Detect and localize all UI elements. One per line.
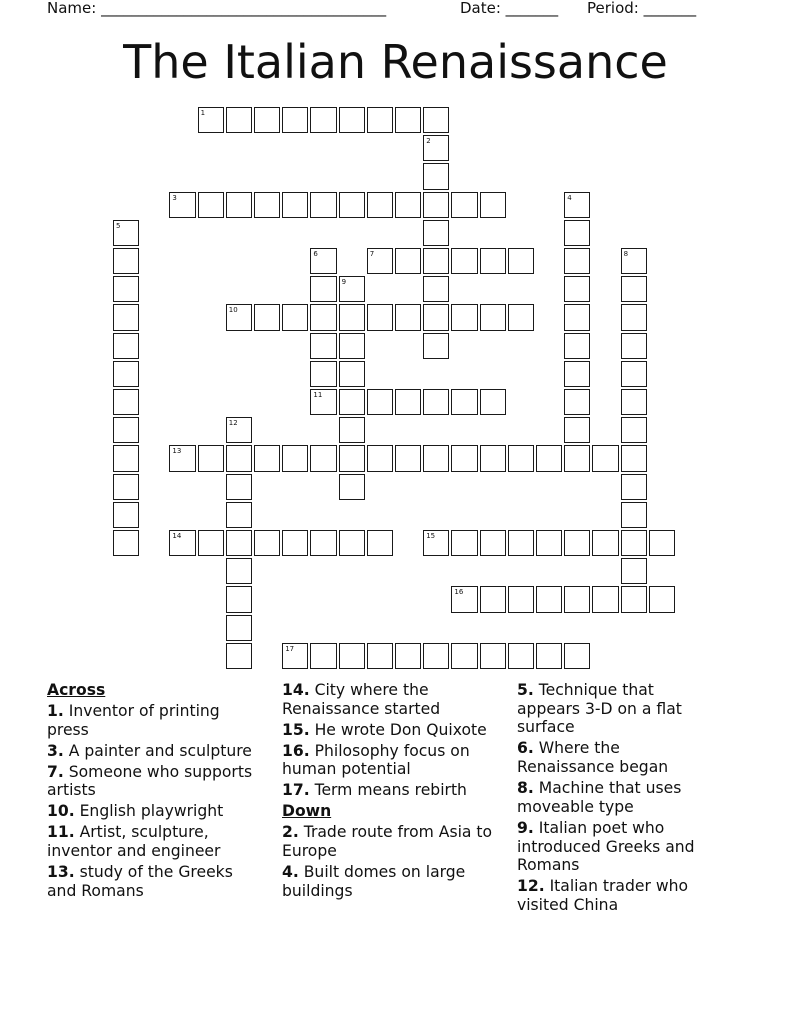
clue-item bbox=[47, 763, 262, 800]
crossword-cell[interactable] bbox=[113, 417, 139, 443]
clue-number: 2 bbox=[426, 137, 431, 146]
crossword-cell[interactable] bbox=[310, 361, 336, 387]
clue-item-text: Italian poet who introduced Greeks and Romans bbox=[517, 818, 695, 875]
crossword-cell[interactable] bbox=[423, 445, 449, 471]
crossword-cell[interactable] bbox=[339, 530, 365, 556]
clue-item-text: City where the Renaissance started bbox=[282, 681, 441, 718]
crossword-cell[interactable] bbox=[564, 586, 590, 612]
crossword-cell[interactable] bbox=[198, 530, 224, 556]
crossword-cell[interactable] bbox=[395, 445, 421, 471]
crossword-cell[interactable] bbox=[423, 276, 449, 302]
clue-number: 16 bbox=[454, 588, 464, 597]
crossword-cell[interactable] bbox=[113, 445, 139, 471]
crossword-cell[interactable] bbox=[451, 304, 477, 330]
crossword-cell[interactable] bbox=[367, 530, 393, 556]
crossword-cell[interactable] bbox=[423, 530, 449, 556]
clue-item-number: 16. bbox=[282, 741, 310, 760]
crossword-cell[interactable] bbox=[367, 248, 393, 274]
clue-item-number: 10. bbox=[47, 802, 75, 821]
clue-item bbox=[47, 863, 262, 900]
crossword-cell[interactable] bbox=[282, 192, 308, 218]
crossword-cell[interactable] bbox=[310, 248, 336, 274]
crossword-cell[interactable] bbox=[282, 107, 308, 133]
crossword-cell[interactable] bbox=[367, 107, 393, 133]
crossword-cell[interactable] bbox=[395, 192, 421, 218]
crossword-cell[interactable] bbox=[113, 474, 139, 500]
crossword-cell[interactable] bbox=[169, 445, 195, 471]
crossword-cell[interactable] bbox=[423, 163, 449, 189]
crossword-cell[interactable] bbox=[621, 558, 647, 584]
clue-number: 5 bbox=[116, 221, 121, 230]
clue-item-text: Inventor of printing press bbox=[47, 702, 220, 739]
crossword-cell[interactable] bbox=[564, 643, 590, 669]
crossword-cell[interactable] bbox=[226, 474, 252, 500]
crossword-cell[interactable] bbox=[254, 304, 280, 330]
crossword-cell[interactable] bbox=[339, 445, 365, 471]
crossword-cell[interactable] bbox=[282, 445, 308, 471]
crossword-cell[interactable] bbox=[169, 192, 195, 218]
clue-item-number: 11. bbox=[47, 823, 75, 842]
crossword-cell[interactable] bbox=[367, 304, 393, 330]
crossword-cell[interactable] bbox=[508, 248, 534, 274]
crossword-cell[interactable] bbox=[621, 304, 647, 330]
across-heading: Across bbox=[47, 681, 106, 699]
crossword-cell[interactable] bbox=[310, 192, 336, 218]
clue-item bbox=[517, 877, 717, 914]
clue-item-number: 7. bbox=[47, 762, 64, 781]
clue-item-text: Italian trader who visited China bbox=[517, 877, 689, 914]
crossword-cell[interactable] bbox=[564, 333, 590, 359]
crossword-cell[interactable] bbox=[423, 135, 449, 161]
clue-item bbox=[47, 802, 262, 821]
crossword-cell[interactable] bbox=[564, 417, 590, 443]
clues-column-1 bbox=[47, 681, 262, 903]
clue-item-number: 3. bbox=[47, 741, 64, 760]
crossword-cell[interactable] bbox=[621, 474, 647, 500]
clue-item-text: A painter and sculpture bbox=[63, 741, 252, 760]
crossword-cell[interactable] bbox=[451, 643, 477, 669]
crossword-cell[interactable] bbox=[564, 304, 590, 330]
crossword-cell[interactable] bbox=[310, 333, 336, 359]
crossword-cell[interactable] bbox=[310, 445, 336, 471]
clue-item bbox=[47, 823, 262, 860]
clue-item bbox=[47, 742, 262, 761]
crossword-cell[interactable] bbox=[621, 333, 647, 359]
crossword-cell[interactable] bbox=[226, 643, 252, 669]
crossword-cell[interactable] bbox=[480, 192, 506, 218]
clue-number: 14 bbox=[172, 532, 182, 540]
crossword-cell[interactable] bbox=[621, 530, 647, 556]
crossword-cell[interactable] bbox=[480, 304, 506, 330]
crossword-cell[interactable] bbox=[113, 502, 139, 528]
crossword-cell[interactable] bbox=[564, 192, 590, 218]
date-label: Date: _______ bbox=[460, 0, 559, 17]
crossword-cell[interactable] bbox=[339, 107, 365, 133]
crossword-cell[interactable] bbox=[226, 107, 252, 133]
crossword-cell[interactable] bbox=[423, 333, 449, 359]
clue-item-text: study of the Greeks and Romans bbox=[47, 863, 233, 900]
crossword-cell[interactable] bbox=[367, 192, 393, 218]
clue-item-text: Where the Renaissance began bbox=[517, 739, 669, 777]
crossword-cell[interactable] bbox=[451, 586, 477, 612]
crossword-cell[interactable] bbox=[536, 530, 562, 556]
clue-number: 12 bbox=[228, 419, 238, 428]
clue-item-text: Term means rebirth bbox=[309, 781, 467, 800]
crossword-cell[interactable] bbox=[592, 530, 618, 556]
crossword-cell[interactable] bbox=[508, 586, 534, 612]
crossword-cell[interactable] bbox=[536, 586, 562, 612]
crossword-cell[interactable] bbox=[564, 220, 590, 246]
clue-number: 6 bbox=[313, 250, 318, 258]
crossword-cell[interactable] bbox=[480, 389, 506, 415]
crossword-cell[interactable] bbox=[395, 643, 421, 669]
crossword-cell[interactable] bbox=[564, 361, 590, 387]
clue-item-number: 17. bbox=[282, 781, 310, 800]
clue-item bbox=[517, 681, 717, 737]
clue-number: 15 bbox=[426, 532, 436, 540]
crossword-cell[interactable] bbox=[451, 248, 477, 274]
clue-item-text: English playwright bbox=[74, 802, 224, 821]
crossword-cell[interactable] bbox=[423, 643, 449, 669]
crossword-cell[interactable] bbox=[310, 304, 336, 330]
crossword-cell[interactable] bbox=[226, 445, 252, 471]
crossword-cell[interactable] bbox=[310, 107, 336, 133]
crossword-cell[interactable] bbox=[592, 445, 618, 471]
crossword-cell[interactable] bbox=[339, 389, 365, 415]
clue-item-text: Trade route from Asia to Europe bbox=[282, 823, 493, 861]
clue-number: 7 bbox=[369, 250, 375, 258]
crossword-cell[interactable] bbox=[113, 333, 139, 359]
crossword-cell[interactable] bbox=[367, 643, 393, 669]
clue-number: 10 bbox=[228, 306, 238, 315]
clue-item bbox=[47, 702, 262, 739]
crossword-cell[interactable] bbox=[226, 304, 252, 330]
clue-item bbox=[282, 742, 497, 779]
down-heading: Down bbox=[282, 802, 332, 821]
crossword-cell[interactable] bbox=[508, 304, 534, 330]
crossword-cell[interactable] bbox=[339, 474, 365, 500]
clue-number: 17 bbox=[285, 644, 295, 653]
crossword-cell[interactable] bbox=[282, 530, 308, 556]
clue-number: 9 bbox=[341, 278, 347, 287]
clue-item-number: 13. bbox=[47, 863, 75, 882]
clue-item-number: 9. bbox=[517, 818, 534, 837]
clue-item bbox=[282, 823, 497, 860]
crossword-cell[interactable] bbox=[310, 530, 336, 556]
crossword-cell[interactable] bbox=[423, 220, 449, 246]
name-label: Name: ______________________________________ bbox=[47, 0, 387, 17]
crossword-cell[interactable] bbox=[339, 361, 365, 387]
clue-item-text: Machine that uses moveable type bbox=[517, 779, 682, 816]
crossword-cell[interactable] bbox=[480, 248, 506, 274]
clue-item-number: 4. bbox=[282, 863, 299, 882]
crossword-cell[interactable] bbox=[113, 220, 139, 246]
period-label: Period: _______ bbox=[587, 0, 697, 17]
crossword-cell[interactable] bbox=[113, 530, 139, 556]
crossword-cell[interactable] bbox=[254, 530, 280, 556]
crossword-cell[interactable] bbox=[621, 248, 647, 274]
clue-item-text: Artist, sculpture, inventor and engineer bbox=[47, 823, 221, 861]
clue-item bbox=[282, 681, 497, 718]
page-title: The Italian Renaissance bbox=[123, 35, 668, 89]
crossword-cell[interactable] bbox=[564, 276, 590, 302]
crossword-cell[interactable] bbox=[339, 192, 365, 218]
clue-item-number: 15. bbox=[282, 720, 310, 739]
clue-number: 13 bbox=[172, 447, 182, 456]
crossword-cell[interactable] bbox=[254, 192, 280, 218]
crossword-cell[interactable] bbox=[254, 445, 280, 471]
clue-number: 3 bbox=[172, 193, 177, 202]
clue-item bbox=[282, 781, 497, 800]
crossword-cell[interactable] bbox=[339, 643, 365, 669]
crossword-cell[interactable] bbox=[339, 417, 365, 443]
crossword-cell[interactable] bbox=[226, 586, 252, 612]
crossword-cell[interactable] bbox=[226, 558, 252, 584]
crossword-cell[interactable] bbox=[451, 445, 477, 471]
crossword-cell[interactable] bbox=[536, 445, 562, 471]
crossword-cell[interactable] bbox=[621, 389, 647, 415]
clue-item-text: He wrote Don Quixote bbox=[309, 720, 487, 739]
clue-number: 4 bbox=[567, 193, 572, 202]
crossword-cell[interactable] bbox=[423, 389, 449, 415]
crossword-cell[interactable] bbox=[310, 276, 336, 302]
crossword-cell[interactable] bbox=[113, 361, 139, 387]
crossword-cell[interactable] bbox=[226, 417, 252, 443]
clue-item-number: 6. bbox=[517, 739, 534, 758]
crossword-cell[interactable] bbox=[113, 276, 139, 302]
crossword-cell[interactable] bbox=[621, 445, 647, 471]
crossword-cell[interactable] bbox=[226, 530, 252, 556]
crossword-cell[interactable] bbox=[226, 192, 252, 218]
crossword-cell[interactable] bbox=[451, 192, 477, 218]
crossword-cell[interactable] bbox=[451, 389, 477, 415]
crossword-cell[interactable] bbox=[169, 530, 195, 556]
clue-item bbox=[517, 819, 717, 875]
crossword-cell[interactable] bbox=[621, 276, 647, 302]
crossword-cell[interactable] bbox=[282, 643, 308, 669]
crossword-cell[interactable] bbox=[536, 643, 562, 669]
crossword-cell[interactable] bbox=[113, 248, 139, 274]
crossword-cell[interactable] bbox=[621, 586, 647, 612]
clue-item-number: 5. bbox=[517, 681, 534, 699]
crossword-cell[interactable] bbox=[113, 304, 139, 330]
crossword-cell[interactable] bbox=[423, 304, 449, 330]
crossword-cell[interactable] bbox=[339, 304, 365, 330]
clue-item-number: 14. bbox=[282, 681, 310, 699]
crossword-cell[interactable] bbox=[339, 333, 365, 359]
crossword-cell[interactable] bbox=[367, 389, 393, 415]
crossword-cell[interactable] bbox=[198, 107, 224, 133]
crossword-cell[interactable] bbox=[367, 445, 393, 471]
crossword-cell[interactable] bbox=[564, 389, 590, 415]
crossword-cell[interactable] bbox=[395, 248, 421, 274]
crossword-cell[interactable] bbox=[649, 530, 675, 556]
crossword-cell[interactable] bbox=[592, 586, 618, 612]
clue-item-number: 12. bbox=[517, 877, 545, 896]
clue-item bbox=[517, 779, 717, 816]
crossword-cell[interactable] bbox=[508, 643, 534, 669]
crossword-cell[interactable] bbox=[480, 586, 506, 612]
crossword-cell[interactable] bbox=[395, 304, 421, 330]
crossword-cell[interactable] bbox=[564, 530, 590, 556]
clue-item-text: Technique that appears 3-D on a flat surface bbox=[517, 681, 682, 737]
clue-item-number: 1. bbox=[47, 702, 64, 720]
crossword-cell[interactable] bbox=[423, 248, 449, 274]
crossword-cell[interactable] bbox=[508, 445, 534, 471]
clue-number: 11 bbox=[313, 391, 323, 399]
crossword-cell[interactable] bbox=[395, 107, 421, 133]
crossword-cell[interactable] bbox=[423, 192, 449, 218]
clue-item bbox=[282, 863, 497, 900]
crossword-cell[interactable] bbox=[564, 445, 590, 471]
clue-item-text: Philosophy focus on human potential bbox=[282, 741, 470, 779]
crossword-cell[interactable] bbox=[621, 361, 647, 387]
crossword-cell[interactable] bbox=[621, 502, 647, 528]
crossword-cell[interactable] bbox=[226, 502, 252, 528]
clue-item-text: Someone who supports artists bbox=[47, 762, 253, 800]
crossword-cell[interactable] bbox=[226, 615, 252, 641]
crossword-cell[interactable] bbox=[423, 107, 449, 133]
clue-item bbox=[282, 721, 497, 740]
crossword-cell[interactable] bbox=[282, 304, 308, 330]
crossword-cell[interactable] bbox=[310, 643, 336, 669]
crossword-cell[interactable] bbox=[113, 389, 139, 415]
crossword-cell[interactable] bbox=[451, 530, 477, 556]
crossword-cell[interactable] bbox=[480, 530, 506, 556]
crossword-cell[interactable] bbox=[508, 530, 534, 556]
crossword-cell[interactable] bbox=[480, 643, 506, 669]
clue-item bbox=[517, 739, 717, 776]
clue-number: 8 bbox=[623, 250, 629, 258]
crossword-cell[interactable] bbox=[198, 192, 224, 218]
crossword-cell[interactable] bbox=[198, 445, 224, 471]
crossword-cell[interactable] bbox=[649, 586, 675, 612]
crossword-cell[interactable] bbox=[339, 276, 365, 302]
crossword-cell[interactable] bbox=[395, 389, 421, 415]
crossword-cell[interactable] bbox=[621, 417, 647, 443]
crossword-cell[interactable] bbox=[480, 445, 506, 471]
clue-item-number: 8. bbox=[517, 779, 534, 798]
clue-number: 1 bbox=[200, 109, 206, 117]
clue-item-number: 2. bbox=[282, 823, 299, 842]
crossword-cell[interactable] bbox=[564, 248, 590, 274]
clues-column-3 bbox=[517, 681, 717, 917]
clues-column-2 bbox=[282, 681, 497, 903]
crossword-cell[interactable] bbox=[310, 389, 336, 415]
crossword-cell[interactable] bbox=[254, 107, 280, 133]
clue-item-text: Built domes on large buildings bbox=[282, 863, 466, 900]
